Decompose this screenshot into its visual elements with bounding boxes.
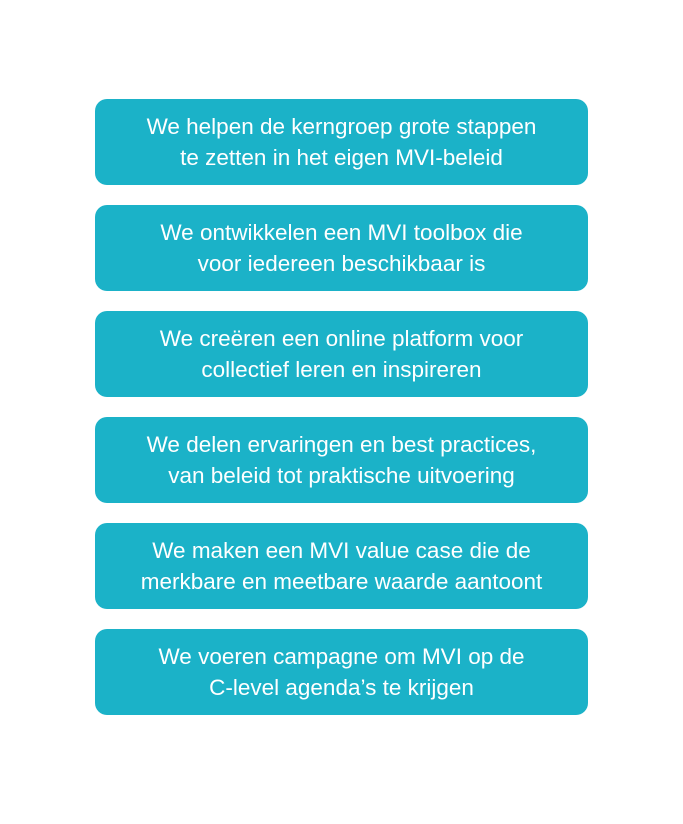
statement-1-line-2: te zetten in het eigen MVI-beleid [180,145,503,170]
statement-5-line-2: merkbare en meetbare waarde aantoont [140,569,543,594]
statement-2-line-2: voor iedereen beschikbaar is [197,251,486,276]
statement-5-line-1: We maken een MVI value case die de [152,538,531,563]
statement-3-line-1: We creëren een online platform voor [159,326,524,351]
statement-card-5 [95,523,588,609]
statement-3-line-2: collectief leren en inspireren [201,357,482,382]
statement-card-6 [95,629,588,715]
statement-6-line-1: We voeren campagne om MVI op de [158,644,525,669]
statement-card-3 [95,311,588,397]
statement-4-line-2: van beleid tot praktische uitvoering [168,463,515,488]
statement-card-4 [95,417,588,503]
statement-4-line-1: We delen ervaringen en best practices, [146,432,537,457]
statement-list [95,99,588,715]
statement-6-line-2: C-level agenda’s te krijgen [209,675,474,700]
statement-1-line-1: We helpen de kerngroep grote stappen [146,114,537,139]
statement-card-2 [95,205,588,291]
statement-2-line-1: We ontwikkelen een MVI toolbox die [160,220,523,245]
statement-card-1 [95,99,588,185]
